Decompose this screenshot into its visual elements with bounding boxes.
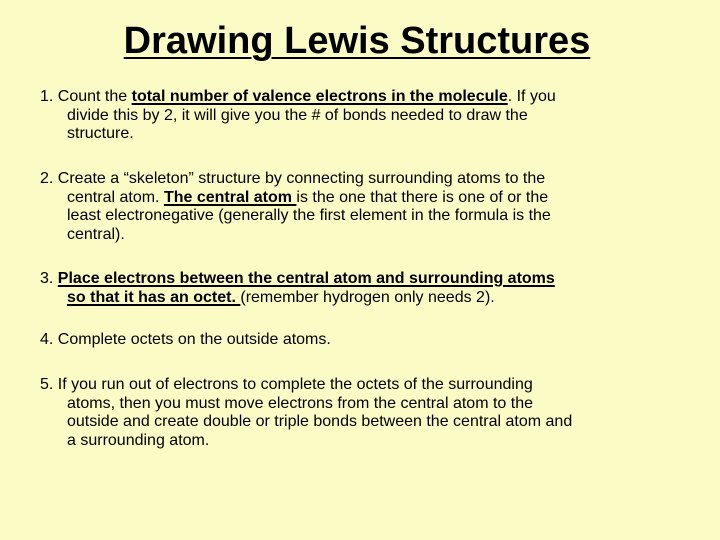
step-3-line-1 bbox=[40, 270, 690, 289]
step-3-text: 3. bbox=[40, 270, 58, 287]
step-2-text: central atom. bbox=[67, 188, 164, 206]
slide-title: Drawing Lewis Structures bbox=[123, 20, 591, 62]
step-3 bbox=[40, 270, 690, 307]
step-4-line-1: 4. Complete octets on the outside atoms. bbox=[40, 331, 331, 348]
step-1-line-3: structure. bbox=[67, 125, 134, 142]
step-5-line-1: 5. If you run out of electrons to complete the octets of the surrounding bbox=[40, 376, 533, 393]
step-4 bbox=[40, 331, 690, 350]
step-2-line-4: central). bbox=[67, 225, 125, 243]
step-1-emphasis: total number of valence electrons in the molecule bbox=[131, 88, 508, 105]
step-3-emphasis: so that it has an octet. bbox=[67, 288, 241, 306]
step-5-line-2: atoms, then you must move electrons from the central atom to the bbox=[67, 394, 533, 412]
step-3-emphasis: Place electrons between the central atom and surrounding atoms bbox=[57, 270, 555, 287]
step-3-line-2 bbox=[40, 289, 690, 308]
step-2-text: is the one that there is one of or the bbox=[296, 188, 549, 206]
step-3-text: (remember hydrogen only needs 2). bbox=[240, 288, 495, 306]
step-1 bbox=[40, 88, 690, 144]
step-2-emphasis: The central atom bbox=[163, 188, 297, 206]
step-1-line-1 bbox=[40, 88, 690, 107]
step-1-text: 1. Count the bbox=[40, 88, 132, 105]
step-5 bbox=[40, 376, 690, 450]
step-2-line-2 bbox=[40, 189, 690, 208]
step-2 bbox=[40, 170, 690, 244]
step-1-line-2: divide this by 2, it will give you the # of bonds needed to draw the bbox=[67, 106, 528, 124]
step-2-line-1: 2. Create a “skeleton” structure by connecting surrounding atoms to the bbox=[40, 170, 546, 187]
step-5-line-3: outside and create double or triple bonds between the central atom and bbox=[67, 413, 573, 430]
step-1-text: . If you bbox=[507, 88, 556, 105]
step-2-line-3: least electronegative (generally the first element in the formula is the bbox=[67, 207, 551, 224]
step-5-line-4: a surrounding atom. bbox=[67, 431, 210, 449]
